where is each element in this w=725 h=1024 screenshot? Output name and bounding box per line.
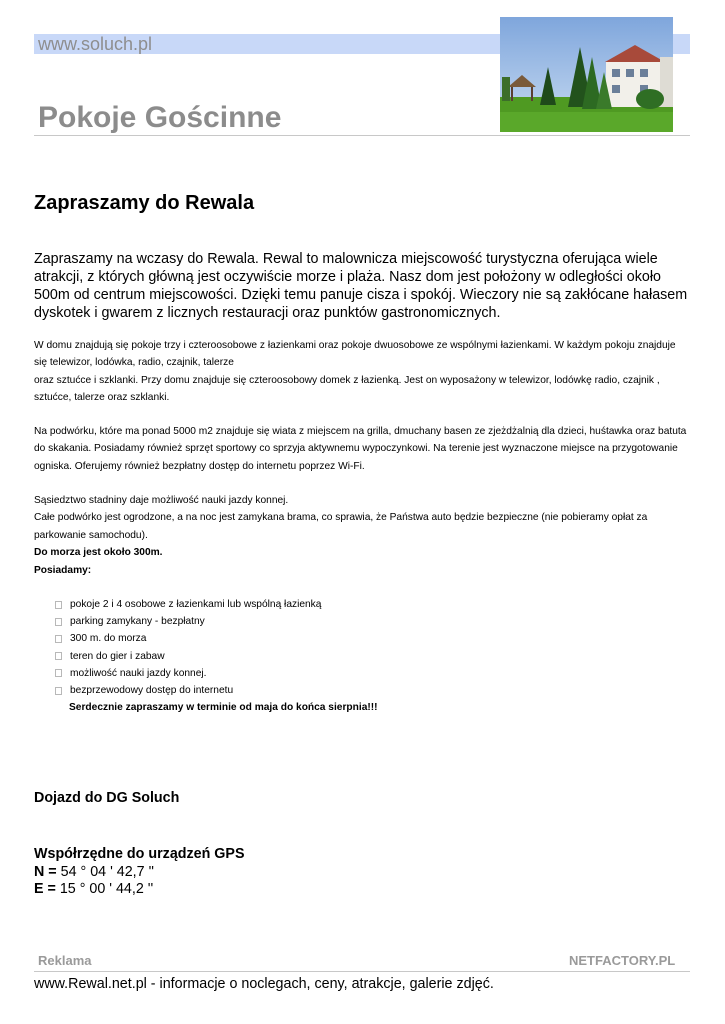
gps-n-label: N = — [34, 864, 57, 880]
rooms-paragraph — [34, 337, 690, 407]
site-title: Pokoje Gościnne — [38, 101, 282, 134]
rooms-line-1: W domu znajdują się pokoje trzy i czteroosobowe z łazienkami oraz pokoje dwuosobowe ze wspólnymi łazienkami. W każdym pokoju znajduje się telewizor, lodówka, radio, czajnik, talerze — [34, 340, 676, 369]
list-item: bezprzewodowy dostęp do internetu — [55, 682, 675, 699]
gps-n-value: 54 ° 04 ' 42,7 '' — [56, 864, 155, 880]
bullet-icon — [55, 635, 62, 643]
ad-label: Reklama — [38, 953, 92, 968]
sea-distance: Do morza jest około 300m. — [34, 547, 163, 559]
intro-paragraph: Zapraszamy na wczasy do Rewala. Rewal to malownicza miejscowość turystyczna oferująca wiele atrakcji, z których główną jest oczywiście morze i plaża. Nasz dom jest położony w odległości około 500m od centrum miejscowości. Dzięki temu panuje cisza i spokój. Wieczory nie są zakłócane hałasem dyskotek i gwarem z licznych restauracji oraz punktów gastronomicznych. — [34, 251, 688, 321]
list-item: pokoje 2 i 4 osobowe z łazienkami lub wspólną łazienką — [55, 596, 675, 613]
bullet-icon — [55, 669, 62, 677]
gps-north — [34, 863, 154, 881]
neighborhood-line-1: Sąsiedztwo stadniny daje możliwość nauki jazdy konnej. — [34, 495, 289, 506]
neighborhood-line-2: Całe podwórko jest ogrodzone, a na noc jest zamykana brama, co sprawia, że Państwa auto będzie bezpieczne (nie pobieramy opłat za parkowanie samochodu). — [34, 512, 648, 541]
gps-e-value: 15 ° 00 ' 44,2 '' — [55, 881, 154, 897]
directions-heading: Dojazd do DG Soluch — [34, 790, 180, 806]
house-photo — [500, 17, 673, 132]
yard-paragraph: Na podwórku, które ma ponad 5000 m2 znajduje się wiata z miejscem na grilla, dmuchany basen ze zjeżdżalnią dla dzieci, huśtawka oraz batuta do skakania. Posiadamy również sprzęt sportowy co sprzyja aktywnemu wypoczynkowi. Na terenie jest wyznaczone miejsce na przygotowanie ogniska. Oferujemy również bezpłatny dostęp do internetu poprzez Wi-Fi. — [34, 426, 687, 472]
header-divider — [34, 135, 690, 136]
rooms-line-2: oraz sztućce i szklanki. Przy domu znajduje się czteroosobowy domek z łazienką. Jest on wyposażony w telewizor, lodówkę radio, czajnik , sztućce, talerze oraz szklanki. — [34, 374, 660, 404]
invite-text: Serdecznie zapraszamy w terminie od maja do końca sierpnia!!! — [69, 702, 378, 713]
bullet-icon — [55, 618, 62, 626]
bullet-icon — [55, 687, 62, 695]
sponsor-link[interactable]: NETFACTORY.PL — [569, 953, 676, 968]
gps-heading: Współrzędne do urządzeń GPS — [34, 846, 245, 862]
list-item: 300 m. do morza — [55, 630, 675, 647]
list-item: możliwość nauki jazdy konnej. — [55, 665, 675, 682]
neighborhood-paragraph — [34, 492, 690, 579]
gps-east — [34, 880, 153, 898]
list-item: teren do gier i zabaw — [55, 648, 675, 665]
bullet-icon — [55, 652, 62, 660]
footer-divider — [34, 971, 690, 972]
bullet-icon — [55, 601, 62, 609]
gps-e-label: E = — [34, 881, 56, 897]
list-item: parking zamykany - bezpłatny — [55, 613, 675, 630]
site-url[interactable]: www.soluch.pl — [38, 34, 153, 54]
amenities-list — [55, 596, 675, 699]
rewal-link[interactable]: www.Rewal.net.pl - informacje o noclegach, ceny, atrakcje, galerie zdjęć. — [34, 976, 494, 992]
page-heading: Zapraszamy do Rewala — [34, 192, 255, 214]
we-have-label: Posiadamy: — [34, 564, 92, 576]
